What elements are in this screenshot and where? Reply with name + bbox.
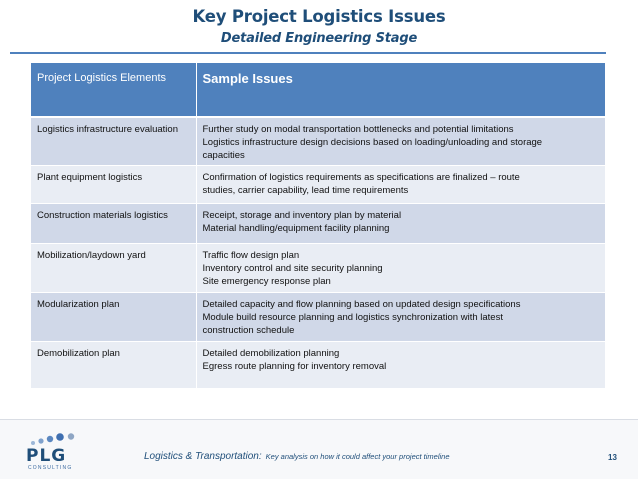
issue-line: studies, carrier capability, lead time requirements (202, 185, 409, 196)
logo-text: PLG (26, 446, 67, 466)
title-divider (10, 52, 606, 54)
logo-subtext: CONSULTING (28, 465, 73, 471)
footer-tagline-detail: Key analysis on how it could affect your project timeline (265, 452, 450, 461)
table-row (31, 204, 605, 244)
table-row (31, 166, 605, 204)
issue-line: Detailed demobilization planning (202, 348, 340, 359)
column-header-elements: Project Logistics Elements (31, 63, 196, 117)
issue-line: Module build resource planning and logistics synchronization with latest (202, 312, 503, 323)
element-label: Demobilization plan (37, 348, 120, 359)
slide-subtitle: Detailed Engineering Stage (220, 31, 418, 46)
issues-cell (196, 342, 605, 389)
element-label: Construction materials logistics (37, 210, 168, 221)
issue-line: Traffic flow design plan (202, 250, 300, 261)
plg-logo (26, 432, 106, 476)
footer-tagline-main: Logistics & Transportation: (144, 451, 262, 462)
element-label: Mobilization/laydown yard (37, 250, 146, 261)
issue-line: Egress route planning for inventory removal (202, 361, 387, 372)
issue-line: Inventory control and site security planning (202, 263, 383, 274)
table-row (31, 342, 605, 389)
slide-footer (0, 419, 638, 479)
page-number: 13 (608, 453, 617, 462)
element-label: Logistics infrastructure evaluation (37, 124, 178, 135)
issue-line: Detailed capacity and flow planning based on updated design specifications (202, 299, 521, 310)
footer-tagline (144, 451, 450, 462)
issues-cell (196, 293, 605, 342)
issues-cell (196, 244, 605, 293)
element-cell (31, 342, 196, 389)
element-cell (31, 293, 196, 342)
element-cell (31, 244, 196, 293)
issue-line: Logistics infrastructure design decisions based on loading/unloading and storage (202, 137, 543, 148)
issues-cell (196, 204, 605, 244)
issue-line: construction schedule (202, 325, 295, 336)
element-cell (31, 166, 196, 204)
issues-cell (196, 117, 605, 166)
issue-line: Further study on modal transportation bottlenecks and potential limitations (202, 124, 514, 135)
element-cell (31, 204, 196, 244)
logistics-issues-table (31, 63, 605, 389)
table-row (31, 244, 605, 293)
column-header-issues: Sample Issues (196, 63, 605, 117)
table-row (31, 293, 605, 342)
issue-line: Confirmation of logistics requirements as specifications are finalized – route (202, 172, 520, 183)
element-label: Modularization plan (37, 299, 120, 310)
issue-line: Site emergency response plan (202, 276, 331, 287)
element-label: Plant equipment logistics (37, 172, 143, 183)
table-header-row (31, 63, 605, 117)
issue-line: capacities (202, 150, 245, 161)
issue-line: Receipt, storage and inventory plan by material (202, 210, 402, 221)
element-cell (31, 117, 196, 166)
slide-title: Key Project Logistics Issues (192, 7, 446, 26)
issues-cell (196, 166, 605, 204)
issue-line: Material handling/equipment facility planning (202, 223, 390, 234)
table-row (31, 117, 605, 166)
